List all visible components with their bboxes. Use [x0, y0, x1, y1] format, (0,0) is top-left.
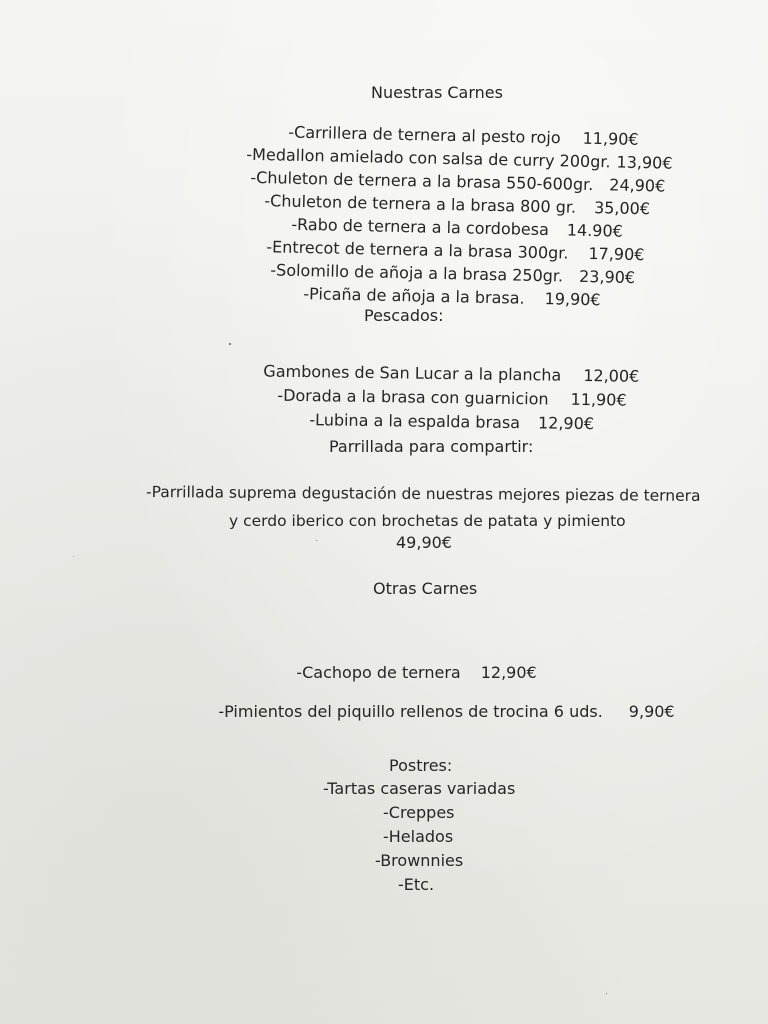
postres-item: -Etc.	[398, 875, 435, 894]
item-name: -Lubina a la espalda brasa	[309, 410, 521, 433]
item-price: 13,90€	[616, 152, 673, 173]
item-price: 35,00€	[593, 198, 651, 219]
otras-heading: Otras Carnes	[373, 579, 478, 598]
postres-item: -Brownnies	[375, 851, 464, 870]
postres-heading: Postres:	[389, 756, 453, 775]
item-price: 24,90€	[609, 175, 666, 196]
item-name: -Dorada a la brasa con guarnicion	[277, 385, 549, 409]
item-price: 23,90€	[578, 266, 636, 288]
parrillada-heading: Parrillada para compartir:	[329, 437, 534, 456]
item-name: -Entrecot de ternera a la brasa 300gr.	[266, 237, 569, 263]
item-name: -Solomillo de añoja a la brasa 250gr.	[270, 260, 564, 286]
item-name: -Cachopo de ternera	[296, 663, 461, 682]
postres-item: -Tartas caseras variadas	[323, 779, 516, 798]
otras-item	[198, 682, 675, 742]
parrillada-description-line1: -Parrillada suprema degustación de nuestras mejores piezas de ternera	[145, 483, 701, 505]
item-price: 12,00€	[583, 365, 640, 386]
parrillada-description-line2: y cerdo iberico con brochetas de patata y pimiento	[229, 512, 626, 530]
item-name: -Rabo de ternera a la cordobesa	[291, 214, 550, 240]
item-name: -Pimientos del piquillo rellenos de trocina 6 uds.	[218, 702, 603, 721]
stray-dot	[229, 343, 231, 345]
item-name: -Chuleton de ternera a la brasa 800 gr.	[264, 191, 577, 217]
paper-speck	[316, 540, 317, 541]
paper-speck	[73, 556, 74, 557]
item-name: -Carrillera de ternera al pesto rojo	[288, 122, 561, 148]
postres-item: -Creppes	[383, 803, 455, 822]
item-price: 17,90€	[588, 244, 645, 265]
item-name: -Medallon amielado con salsa de curry 200gr.	[246, 144, 611, 172]
item-price: 14.90€	[566, 220, 624, 241]
postres-item: -Helados	[383, 827, 454, 846]
item-name: -Picaña de añoja a la brasa.	[303, 284, 525, 308]
item-price: 12,90€	[537, 413, 595, 434]
parrillada-price: 49,90€	[396, 533, 452, 552]
item-price: 11,90€	[582, 128, 639, 149]
carnes-heading: Nuestras Carnes	[371, 83, 503, 102]
item-name: Gambones de San Lucar a la plancha	[263, 361, 562, 385]
item-price: 11,90€	[570, 389, 627, 410]
pescados-heading: Pescados:	[364, 306, 444, 325]
item-price: 9,90€	[628, 702, 675, 721]
item-price: 19,90€	[544, 289, 601, 310]
item-price: 12,90€	[480, 663, 537, 682]
paper-speck	[606, 993, 607, 994]
item-name: -Chuleton de ternera a la brasa 550-600gr.	[250, 167, 594, 195]
